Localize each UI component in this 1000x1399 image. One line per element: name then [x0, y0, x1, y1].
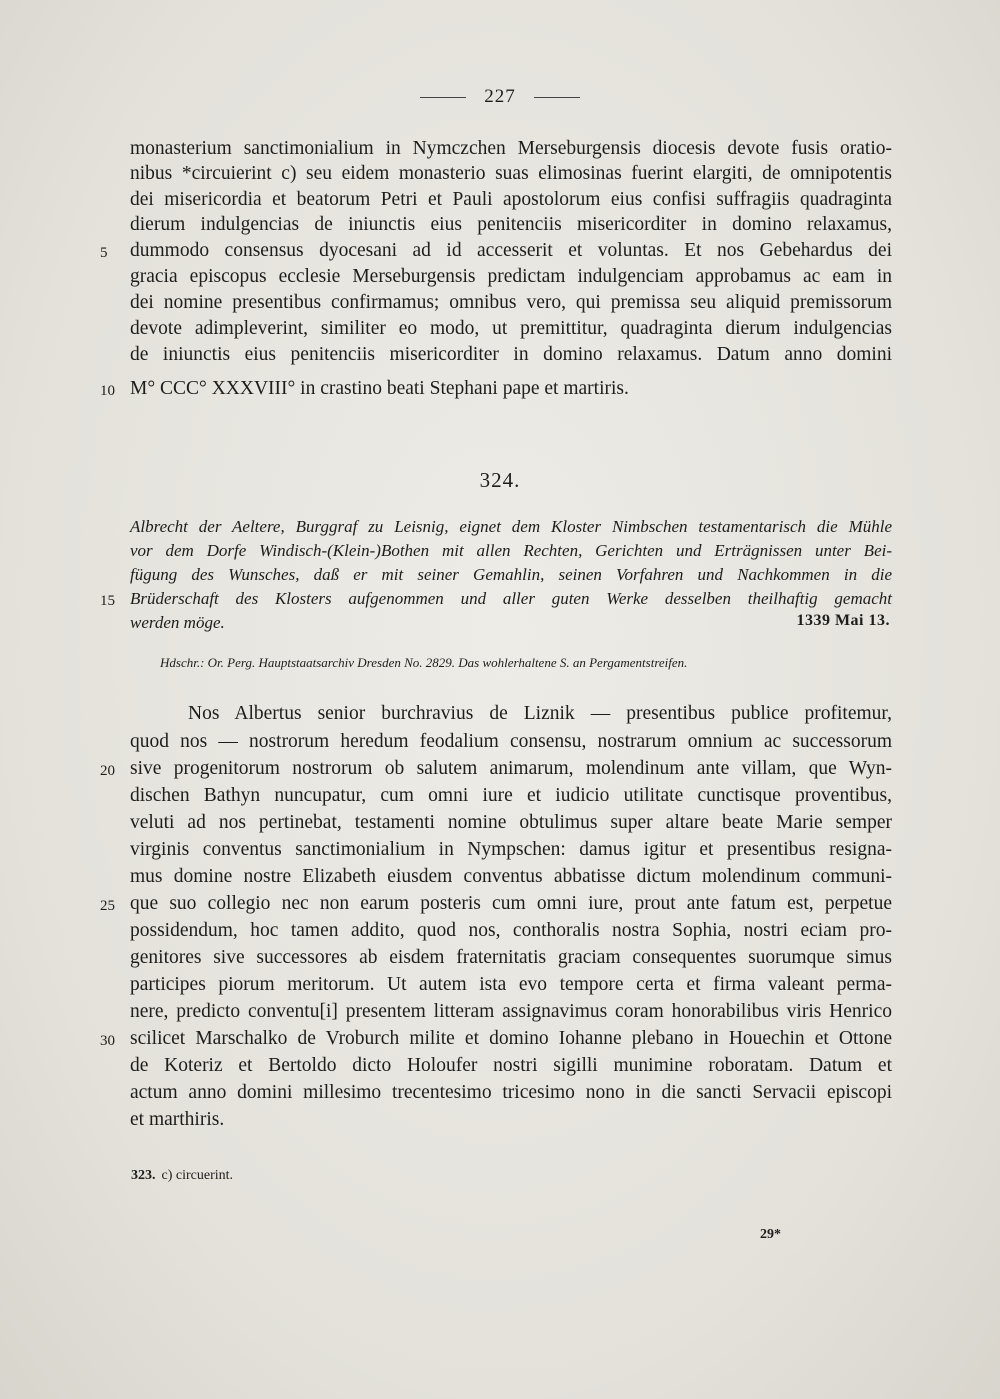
text-line: virginis conventus sanctimonialium in Nympschen: damus igitur et presentibus resigna-	[130, 839, 892, 860]
text-line: de Koteriz et Bertoldo dicto Holoufer nostri sigilli munimine roboratam. Datum et	[130, 1055, 892, 1076]
text-line: nere, predicto conventu[i] presentem litteram assignavimus coram honorabilibus viris Henrico	[130, 1001, 892, 1022]
text-line: Nos Albertus senior burchravius de Liznik — presentibus publice profitemur,	[188, 703, 892, 724]
text-line: de iniunctis eius penitenciis misericorditer in domino relaxamus. Datum anno domini	[130, 344, 892, 365]
text-line: mus domine nostre Elizabeth eiusdem conventus abbatisse dictum molendinum communi-	[130, 866, 892, 887]
document-number: 324.	[479, 468, 521, 492]
line-number: 30	[100, 1033, 115, 1049]
text-line: quod nos — nostrorum heredum feodalium consensu, nostrarum omnium ac successorum	[130, 731, 892, 752]
text-line: nibus *circuierint c) seu eidem monasterio suas elimosinas fuerint elargiti, de omnipotentis	[130, 163, 892, 184]
footnote-text: c) circuerint.	[161, 1168, 234, 1183]
printer-signature: 29*	[760, 1227, 781, 1242]
regest-line: werden möge.	[130, 613, 225, 632]
text-line: genitores sive successores ab eisdem fraternitatis graciam consequentes suorumque simus	[130, 947, 892, 968]
text-line: gracia episcopus ecclesie Merseburgensis predictam indulgenciam approbamus ac eam in	[130, 266, 892, 287]
text-line: monasterium sanctimonialium in Nymczchen Merseburgensis diocesis devote fusis oratio-	[130, 138, 892, 159]
line-number: 20	[100, 763, 115, 779]
regest-line: Brüderschaft des Klosters aufgenommen und aller guten Werke desselben theilhaftig gemacht	[130, 589, 892, 608]
regest-line: vor dem Dorfe Windisch-(Klein-)Bothen mit allen Rechten, Gerichten und Erträgnissen unter Bei-	[130, 541, 892, 560]
page-number: 227	[484, 86, 516, 107]
text-line: devote adimpleverint, similiter eo modo, ut premittitur, quadraginta dierum indulgencias	[130, 318, 892, 339]
text-line: possidendum, hoc tamen addito, quod nos, conthoralis nostra Sophia, nostri eciam pro-	[130, 920, 892, 941]
text-line: sive progenitorum nostrorum ob salutem animarum, molendinum ante villam, que Wyn-	[130, 758, 892, 779]
text-line: dei nomine presentibus confirmamus; omnibus vero, qui premissa seu aliquid premissorum	[130, 292, 892, 313]
text-line: M° CCC° XXXVIII° in crastino beati Stephani pape et martiris.	[130, 378, 629, 399]
line-number: 25	[100, 898, 115, 914]
line-number: 5	[100, 245, 108, 261]
header-rule-left	[420, 97, 466, 98]
text-line: et marthiris.	[130, 1109, 225, 1130]
page-header	[0, 86, 1000, 108]
text-line: dierum indulgencias de iniunctis eius penitenciis misericorditer in domino relaxamus,	[130, 214, 892, 235]
regest-line: Albrecht der Aeltere, Burggraf zu Leisnig, eignet dem Kloster Nimbschen testamentarisch die Mühle	[130, 517, 892, 536]
text-line: participes piorum meritorum. Ut autem ista evo tempore certa et firma valeant perma-	[130, 974, 892, 995]
header-rule-right	[534, 97, 580, 98]
line-number: 15	[100, 593, 115, 609]
text-line: veluti ad nos pertinebat, testamenti nomine obtulimus super altare beate Marie semper	[130, 812, 892, 833]
text-line: actum anno domini millesimo trecentesimo tricesimo nono in die sancti Servacii episcopi	[130, 1082, 892, 1103]
text-line: dummodo consensus dyocesani ad id accesserit et voluntas. Et nos Gebehardus dei	[130, 240, 892, 261]
source-note: Hdschr.: Or. Perg. Hauptstaatsarchiv Dresden No. 2829. Das wohlerhaltene S. an Pergamentstreifen.	[160, 655, 688, 670]
document-date: 1339 Mai 13.	[796, 612, 890, 629]
text-line: scilicet Marschalko de Vroburch milite et domino Iohanne plebano in Houechin et Ottone	[130, 1028, 892, 1049]
regest-line: fügung des Wunsches, daß er mit seiner Gemahlin, seinen Vorfahren und Nachkommen in die	[130, 565, 892, 584]
text-line: que suo collegio nec non earum posteris cum omni iure, prout ante fatum est, perpetue	[130, 893, 892, 914]
footnote-ref: 323.	[131, 1168, 156, 1183]
text-line: dei misericordia et beatorum Petri et Pauli apostolorum eius confisi suffragiis quadraginta	[130, 189, 892, 210]
footnote	[131, 1168, 233, 1184]
text-line: dischen Bathyn nuncupatur, cum omni iure et iudicio utilitate cunctisque proventibus,	[130, 785, 892, 806]
line-number: 10	[100, 383, 115, 399]
